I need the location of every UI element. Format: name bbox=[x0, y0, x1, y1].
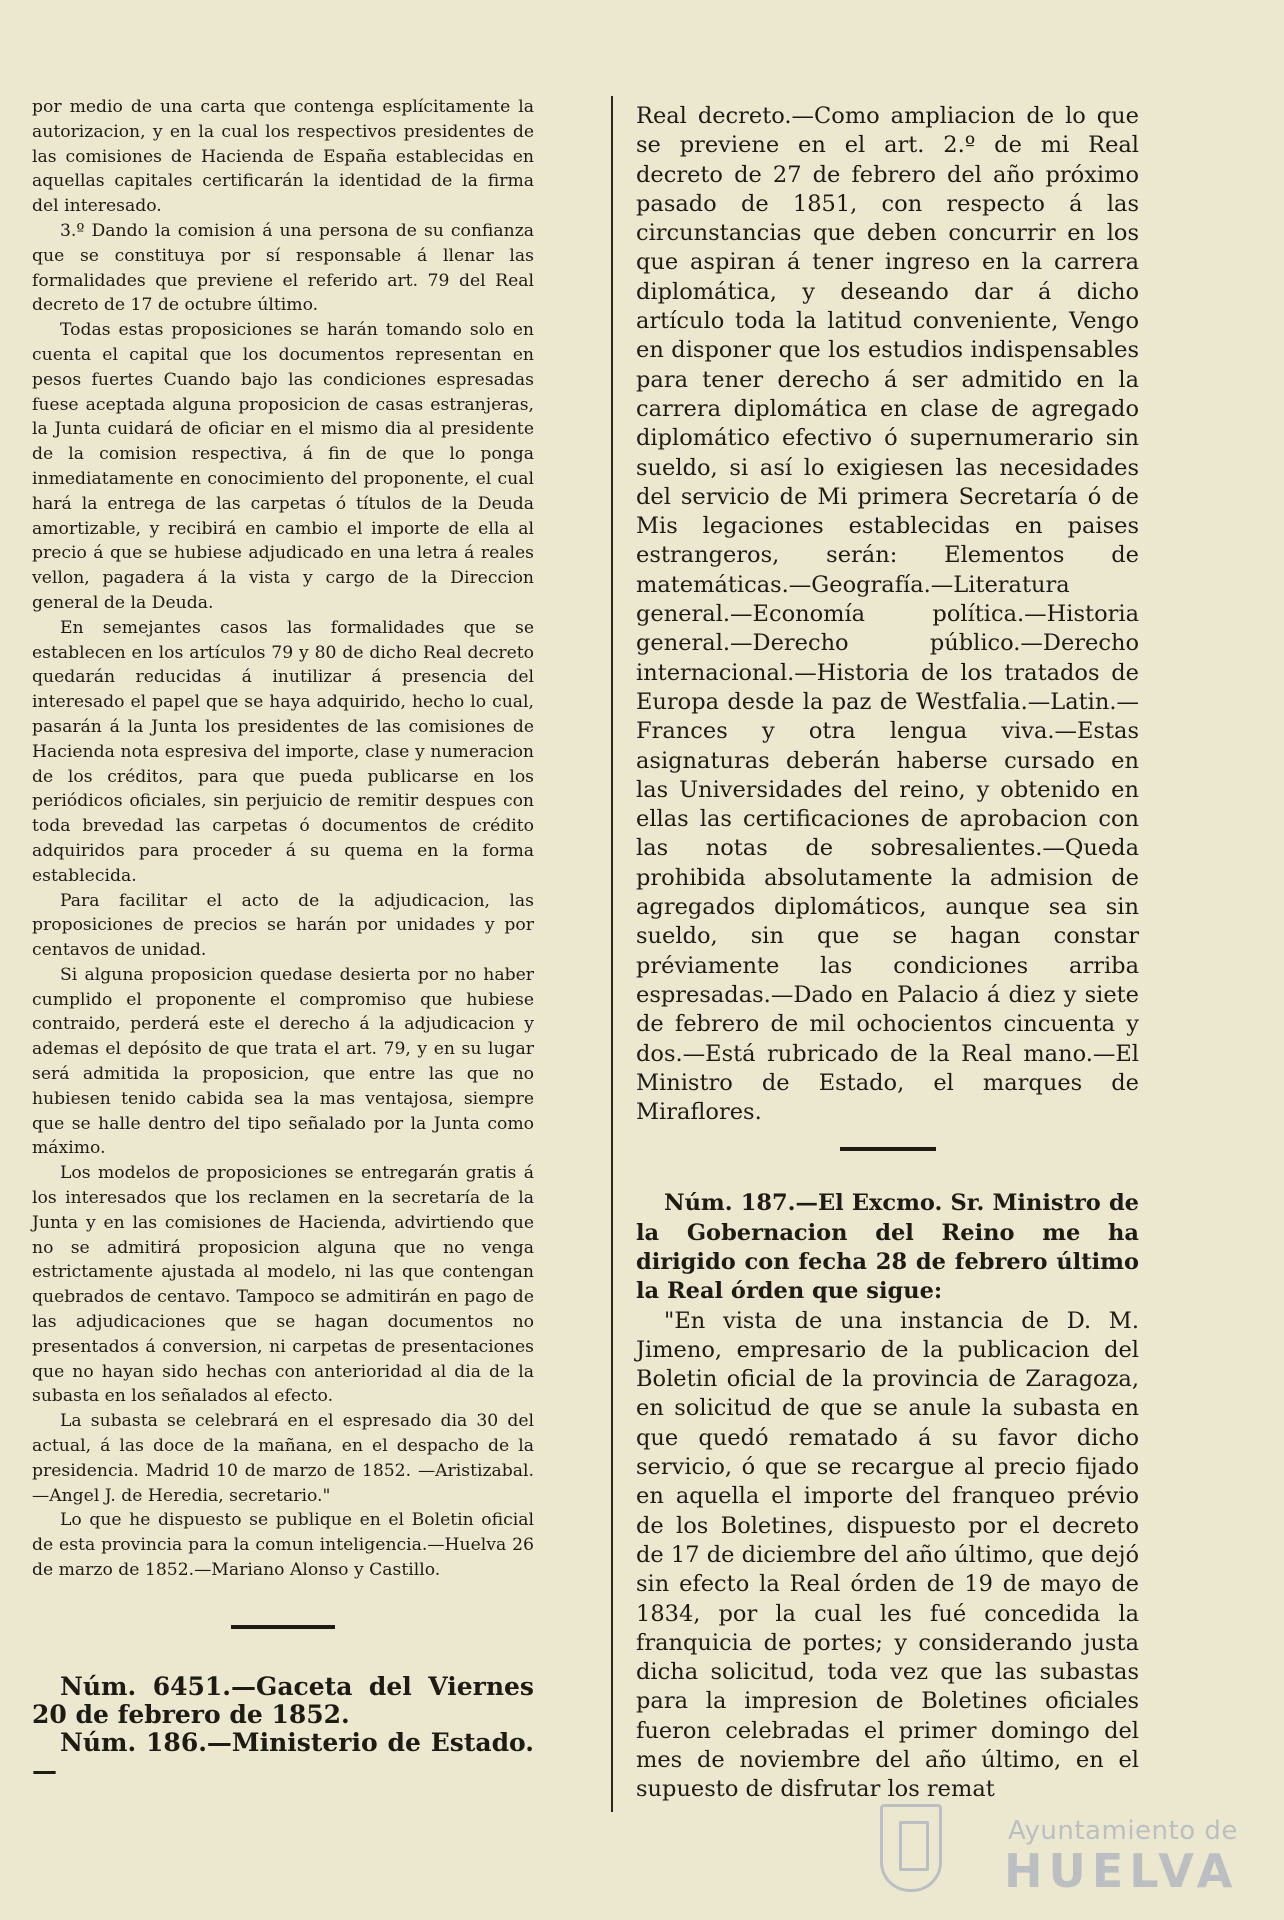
paragraph: por medio de una carta que contenga esplícitamente la autorizacion, y en la cual los respectivos presidentes de las comisiones de Hacienda de España establecidas en aquellas capitales certificarán la identidad de la firma del interesado. bbox=[32, 97, 534, 217]
paragraph: Lo que he dispuesto se publique en el Boletin oficial de esta provincia para la comun inteligencia.—Huelva 26 de marzo de 1852.—Mariano Alonso y Castillo. bbox=[32, 1510, 534, 1581]
section-divider bbox=[840, 1147, 936, 1151]
paragraph: Si alguna proposicion quedase desierta por no haber cumplido el proponente el compromiso que hubiese contraido, perderá este el derecho á la adjudicacion y ademas el depósito de que trata el art. 79, y en su lugar será admitida la proposicion, que entre las que no hubiesen tenido cabida sea la mas ventajosa, siempre que se halle dentro del tipo señalado por la Junta como máximo. bbox=[32, 964, 534, 1159]
paragraph: Todas estas proposiciones se harán tomando solo en cuenta el capital que los documentos representan en pesos fuertes Cuando bajo las condiciones espresadas fuese aceptada alguna proposicion de casas estranjeras, la Junta cuidará de oficiar en el mismo dia al presidente de la comision respectiva, á fin de que lo ponga inmediatamente en conocimiento del proponente, el cual hará la entrega de las carpetas ó títulos de la Deuda amortizable, y recibirá en cambio el importe de ella al precio á que se hubiese adjudicado en una letra á reales vellon, pagadera á la vista y cargo de la Direccion general de la Deuda. bbox=[32, 320, 534, 613]
real-decreto-text: Real decreto.—Como ampliacion de lo que se previene en el art. 2.º de mi Real decreto de 27 de febrero del año próximo pasado de 1851, con respecto á las circunstancias que deben concurrir en los que aspiran á tener ingreso en la carrera diplomática, y deseando dar á dicho artículo toda la latitud conveniente, Vengo en disponer que los estudios indispensables para tener derecho á ser admitido en la carrera diplomática en clase de agregado diplomático efectivo ó supernumerario sin sueldo, si así lo exigiesen las necesidades del servicio de Mi primera Secretaría ó de Mis legaciones establecidas en paises estrangeros, serán: Elementos de matemáticas.—Geografía.—Literatura general.—Economía política.—Historia general.—Derecho público.—Derecho internacional.—Historia de los tratados de Europa desde la paz de Westfalia.—Latin.—Frances y otra lengua viva.—Estas asignaturas deberán haberse cursado en las Universidades del reino, y obtenido en ellas las certificaciones de aprobacion con las notas de sobresalientes.—Queda prohibida absolutamente la admision de agregados diplomáticos, aunque sea sin sueldo, sin que se hagan constar préviamente las condiciones arriba espresadas.—Dado en Palacio á diez y siete de febrero de mil ochocientos cincuenta y dos.—Está rubricado de la Real mano.—El Ministro de Estado, el marques de Miraflores. bbox=[636, 103, 1139, 1126]
ayuntamiento-huelva-watermark bbox=[880, 1800, 1260, 1900]
gaceta-heading: Núm. 6451.—Gaceta del Viernes 20 de febrero de 1852. bbox=[32, 1671, 534, 1729]
num-187-body: "En vista de una instancia de D. M. Jimeno, empresario de la publicacion del Boletin oficial de la provincia de Zaragoza, en solicitud de que se anule la subasta en que quedó rematado á su favor dicho servicio, ó que se recargue al precio fijado en aquella el importe del franqueo prévio de los Boletines, dispuesto por el decreto de 17 de diciembre del año último, que dejó sin efecto la Real órden de 19 de mayo de 1834, por la cual les fué concedida la franquicia de portes; y considerando justa dicha solicitud, toda vez que las subastas para la impresion de Boletines oficiales fueron celebradas el primer domingo del mes de noviembre del año último, en el supuesto de disfrutar los remat bbox=[636, 1307, 1139, 1803]
ministerio-heading: Núm. 186.—Ministerio de Estado.— bbox=[32, 1727, 534, 1785]
paragraph: Los modelos de proposiciones se entregarán gratis á los interesados que los reclamen en la secretaría de la Junta y en las comisiones de Hacienda, advirtiendo que no se admitirá proposicion alguna que no venga estrictamente ajustada al modelo, ni las que contengan quebrados de centavo. Tampoco se admitirán en pago de las adjudicaciones que se hagan documentos no presentados á conversion, ni carpetas de presentaciones que no hayan sido hechas con anterioridad al dia de la subasta en los señalados al efecto. bbox=[32, 1163, 534, 1407]
watermark-top-text: Ayuntamiento de bbox=[1008, 1816, 1238, 1846]
watermark-big-text: HUELVA bbox=[1004, 1844, 1239, 1898]
paragraph: Para facilitar el acto de la adjudicacion, las proposiciones de precios se harán por unidades y por centavos de unidad. bbox=[32, 890, 534, 961]
paragraph: 3.º Dando la comision á una persona de su confianza que se constituya por sí responsable á llenar las formalidades que previene el referido art. 79 del Real decreto de 17 de octubre último. bbox=[32, 220, 534, 316]
left-column bbox=[32, 95, 534, 1785]
shield-icon bbox=[880, 1804, 942, 1892]
num-187-heading: Núm. 187.—El Excmo. Sr. Ministro de la Gobernacion del Reino me ha dirigido con fecha 28 de febrero último la Real órden que sigue: bbox=[636, 1190, 1139, 1305]
paragraph: La subasta se celebrará en el espresado dia 30 del actual, á las doce de la mañana, en el despacho de la presidencia. Madrid 10 de marzo de 1852. —Aristizabal.—Angel J. de Heredia, secretario." bbox=[32, 1411, 534, 1506]
column-divider bbox=[611, 96, 613, 1812]
right-column bbox=[636, 102, 1139, 1805]
section-divider bbox=[231, 1625, 335, 1629]
paragraph: En semejantes casos las formalidades que se establecen en los artículos 79 y 80 de dicho Real decreto quedarán reducidas á inutilizar á presencia del interesado el papel que se haya adquirido, hecho lo cual, pasarán á la Junta los presidentes de las comisiones de Hacienda nota espresiva del importe, clase y numeracion de los créditos, para que pueda publicarse en los periódicos oficiales, sin perjuicio de remitir despues con toda brevedad las carpetas ó documentos de crédito adquiridos para proceder á su quema en la forma establecida. bbox=[32, 617, 534, 886]
